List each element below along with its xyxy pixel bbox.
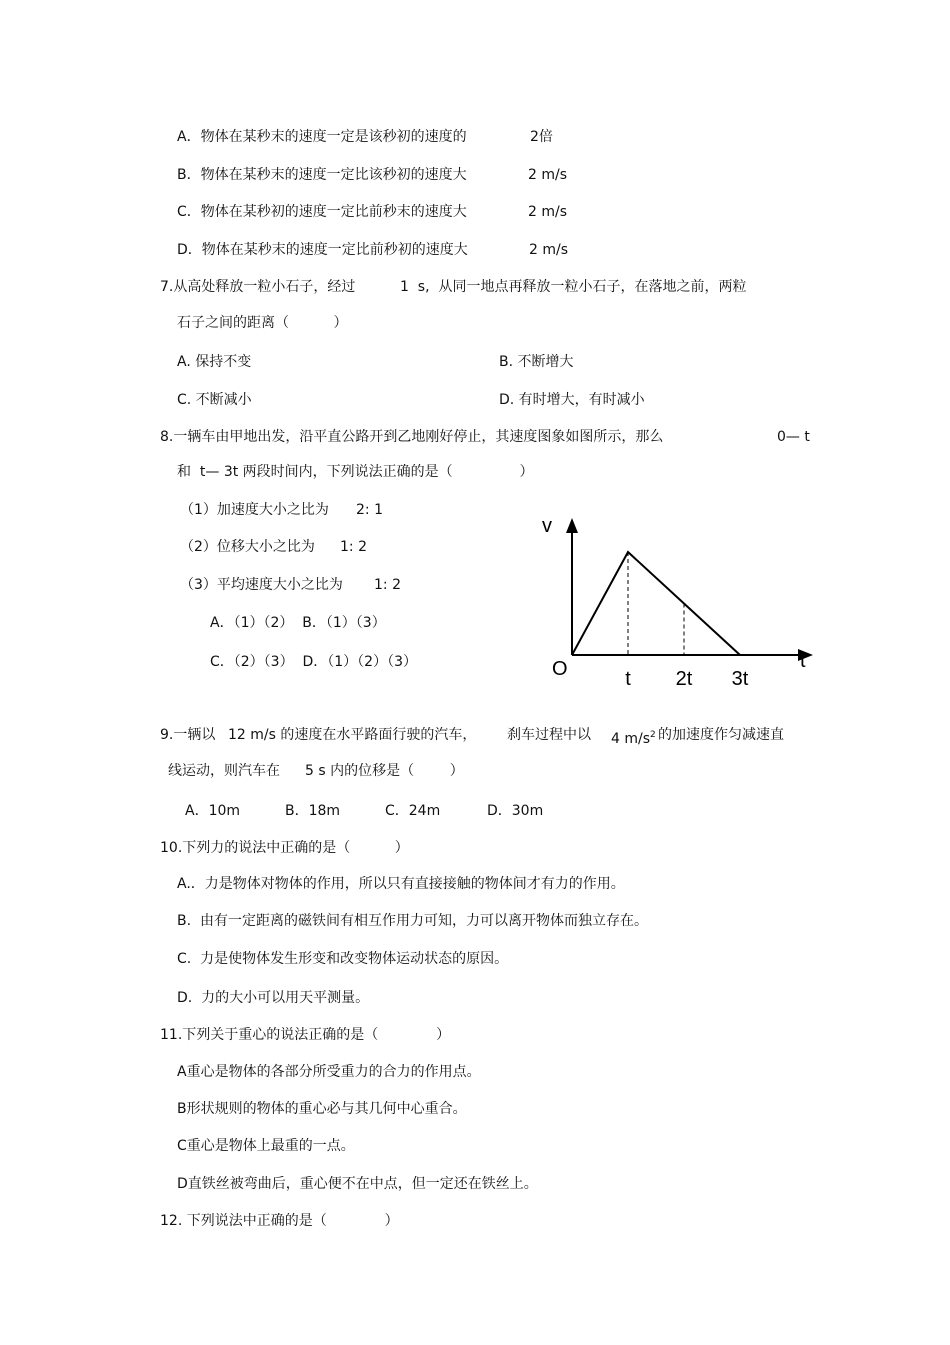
q9-option-a: A．10m [185,803,241,819]
q7-option-a: A. 保持不变 [177,354,252,370]
q9-option-d: D．30m [487,803,544,819]
velocity-time-graph [530,505,830,700]
q8-statement-2-text: （2）位移大小之比为 [180,539,315,555]
q7-option-b: B. 不断增大 [499,354,574,370]
x-tick-label: 3t [731,668,749,690]
q10-option-d: D. 力的大小可以用天平测量。 [177,990,370,1006]
q10-option-c: C. 力是使物体发生形变和改变物体运动状态的原因。 [177,951,509,967]
q9-stem-part-b: 12 m/s 的速度在水平路面行驶的汽车， [228,727,477,743]
q10-stem: 10.下列力的说法中正确的是（ ） [160,840,409,856]
v-axis-label: v [542,515,552,537]
q6-option-c-text: C．物体在某秒初的速度一定比前秒末的速度大 [177,204,467,220]
q9-stem-part-c: 刹车过程中以 [507,727,591,743]
q8-options-ab: A．（1）（2） B．（1）（3） [210,615,386,631]
q8-statement-2-value: 1: 2 [340,539,367,555]
q9-option-c: C．24m [385,803,441,819]
y-axis-arrow [566,518,578,533]
q9-stem-part-f: 线运动，则汽车在 [168,763,280,779]
origin-label: O [552,658,568,680]
q11-option-d: D直铁丝被弯曲后，重心便不在中点，但一定还在铁丝上。 [177,1176,538,1192]
q9-stem-part-d [611,726,656,748]
q8-options-cd: C．（2）（3） D．（1）（2）（3） [210,654,417,670]
q10-option-a: A.．力是物体对物体的作用，所以只有直接接触的物体间才有力的作用。 [177,876,625,892]
x-tick-label: t [625,668,631,690]
q10-option-b: B. 由有一定距离的磁铁间有相互作用力可知，力可以离开物体而独立存在。 [177,913,648,929]
q9-stem-part-a: 9.一辆以 [160,727,216,743]
q9-stem-part-e: 的加速度作匀减速直 [658,727,784,743]
q8-stem-line2: 和 t— 3t 两段时间内，下列说法正确的是（ ） [177,464,534,480]
q11-option-b: B形状规则的物体的重心必与其几何中心重合。 [177,1101,467,1117]
q12-stem: 12. 下列说法中正确的是（ ） [160,1213,399,1229]
q6-option-b-value: 2 m/s [528,167,568,183]
x-tick-label: 2t [675,668,693,690]
q8-stem-part-b: 0— t [777,429,810,445]
q6-option-d-text: D．物体在某秒末的速度一定比前秒初的速度大 [177,242,468,258]
q8-stem-part-a: 8.一辆车由甲地出发，沿平直公路开到乙地刚好停止，其速度图象如图所示，那么 [160,429,664,445]
q9-acceleration-unit: 4 m/s [611,731,651,747]
q6-option-a-value: 2倍 [530,129,553,145]
q8-statement-1-text: （1）加速度大小之比为 [180,502,329,518]
q6-option-a-text: A．物体在某秒末的速度一定是该秒初的速度的 [177,129,467,145]
q9-unit-exponent: 2 [650,730,656,740]
q11-option-a: A重心是物体的各部分所受重力的合力的作用点。 [177,1064,481,1080]
q8-statement-3-text: （3）平均速度大小之比为 [180,577,343,593]
q6-option-d-value: 2 m/s [529,242,569,258]
q7-stem-line2: 石子之间的距离（ ） [177,315,348,331]
q7-stem-part-b: 1 s, 从同一地点再释放一粒小石子，在落地之前，两粒 [400,279,747,295]
q6-option-b-text: B．物体在某秒末的速度一定比该秒初的速度大 [177,167,467,183]
q7-option-c: C. 不断减小 [177,392,252,408]
q9-option-b: B．18m [285,803,341,819]
velocity-line [572,552,740,655]
q11-stem: 11.下列关于重心的说法正确的是（ ） [160,1027,451,1043]
q11-option-c: C重心是物体上最重的一点。 [177,1138,355,1154]
q8-statement-1-value: 2: 1 [356,502,383,518]
q6-option-c-value: 2 m/s [528,204,568,220]
q8-statement-3-value: 1: 2 [374,577,401,593]
q9-stem-part-g: 5 s 内的位移是（ ） [305,763,464,779]
q7-stem-part-a: 7.从高处释放一粒小石子，经过 [160,279,356,295]
t-axis-label: t [800,650,806,672]
q7-option-d: D. 有时增大，有时减小 [499,392,645,408]
